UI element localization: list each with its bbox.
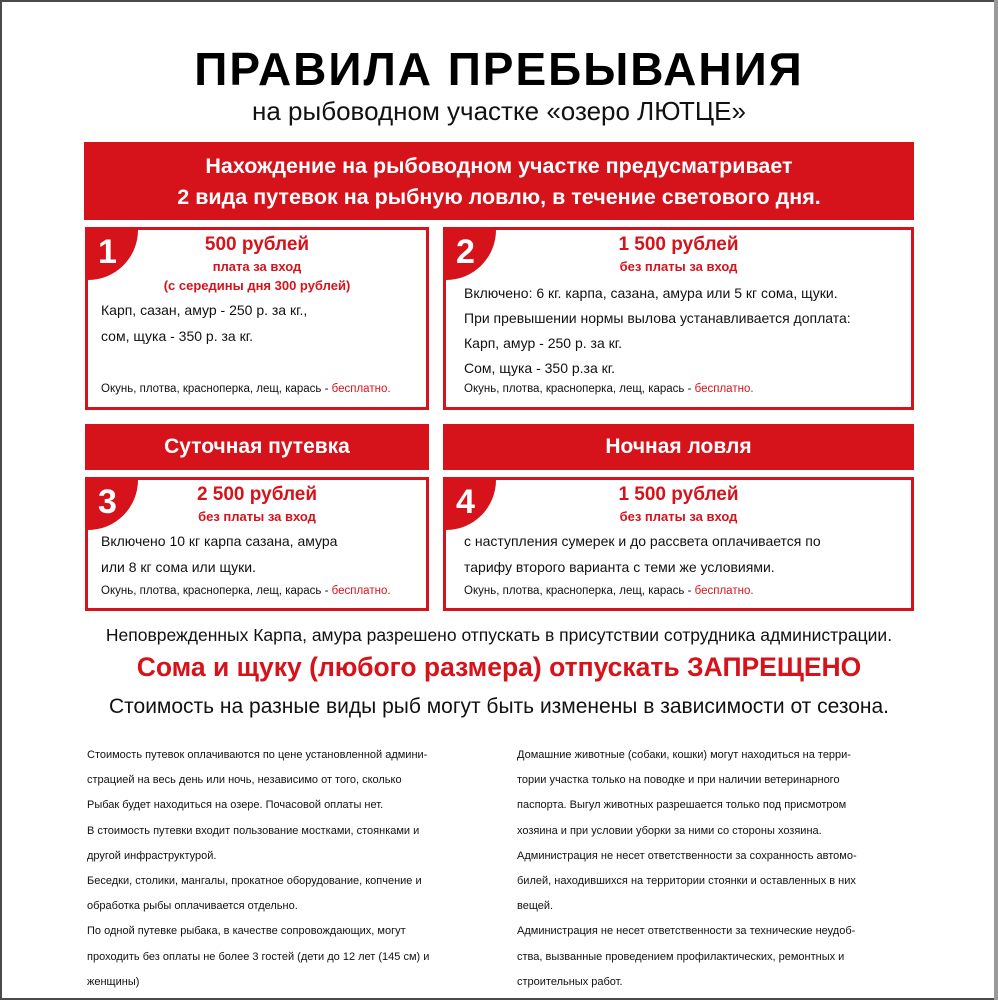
card-line: При превышении нормы вылова устанавливается доплата: [464,310,851,326]
rule-line: строительных работ. [517,975,623,988]
rule-line: По одной путевке рыбака, в качестве сопровождающих, могут [87,925,406,938]
release-notice: Неповрежденных Карпа, амура разрешено отпускать в присутствии сотрудника администрации. [105,625,893,645]
card-number-badge: 3 [88,480,138,530]
free-label: бесплатно. [331,585,391,597]
page-subtitle: на рыбоводном участке «озеро ЛЮТЦЕ» [252,96,746,126]
rules-right-column [517,743,857,995]
rule-line: женщины) [87,975,140,988]
ticket-card-1 [85,227,429,410]
card-line: Карп, сазан, амур - 250 р. за кг., [101,302,308,318]
rule-line: Администрация не несет ответственности за технические неудоб- [517,925,856,938]
card-number-badge: 1 [88,230,138,280]
card-note: без платы за вход [619,259,738,274]
card-number-badge: 2 [446,230,496,280]
ticket-card-4 [443,477,914,611]
free-fish-text: Окунь, плотва, красноперка, лещ, карась - [101,383,332,395]
card-price: 2 500 рублей [196,484,318,505]
prohibition-notice: Сома и щуку (любого размера) отпускать ЗАПРЕЩЕНО [136,652,862,682]
frame-shadow [994,0,998,1000]
rule-line: Беседки, столики, мангалы, прокатное оборудование, копчение и [87,875,422,888]
free-label: бесплатно. [331,383,391,395]
card-price: 1 500 рублей [618,484,739,505]
card-free-fish [101,383,391,395]
card-note: без платы за вход [198,509,316,524]
free-label: бесплатно. [694,585,754,597]
card-line: сом, щука - 350 р. за кг. [101,328,254,344]
ticket-card-2 [443,227,914,410]
card-note-secondary: (с середины дня 300 рублей) [163,278,351,293]
rule-line: Рыбак будет находиться на озере. Почасовой оплаты нет. [87,799,384,812]
rule-line: Администрация не несет ответственности за сохранность автомо- [517,849,857,862]
card-line: Сом, щука - 350 р.за кг. [464,360,616,376]
rule-line: тории участка только на поводке и при наличии ветеринарного [517,774,840,787]
rule-line: обработка рыбы оплачивается отдельно. [87,900,298,913]
banner-line-2: 2 вида путевок на рыбную ловлю, в течение светового дня. [177,185,821,209]
card-number-badge: 4 [446,480,496,530]
rule-line: Стоимость путевок оплачиваются по цене установленной админи- [87,749,428,761]
card-line: Включено 10 кг карпа сазана, амура [101,533,338,549]
free-fish-text: Окунь, плотва, красноперка, лещ, карась - [464,383,695,395]
season-notice: Стоимость на разные виды рыб могут быть изменены в зависимости от сезона. [108,695,890,718]
card-line: Включено: 6 кг. карпа, сазана, амура или 5 кг сома, щуки. [464,285,838,301]
rule-line: проходить без оплаты не более 3 гостей (дети до 12 лет (145 см) и [87,950,430,963]
card-free-fish [101,585,391,597]
rule-line: ства, вызванные проведением профилактических, ремонтных и [517,950,845,963]
card-line: с наступления сумерек и до рассвета оплачивается по [464,533,821,549]
rule-line: другой инфраструктурой. [87,849,217,862]
rule-line: страцией на весь день или ночь, независимо от того, сколько [87,774,402,787]
ticket-card-3 [85,477,429,611]
rule-line: В стоимость путевки входит пользование мостками, стоянками и [87,824,420,837]
free-fish-text: Окунь, плотва, красноперка, лещ, карась - [464,585,695,597]
card-line: или 8 кг сома или щуки. [101,559,256,575]
card-note: плата за вход [212,259,302,274]
free-fish-text: Окунь, плотва, красноперка, лещ, карась - [101,585,332,597]
rule-line: вещей. [517,900,554,913]
card-note: без платы за вход [619,509,738,524]
section-header-night: Ночная ловля [443,424,914,470]
card-line: тарифу второго варианта с теми же условиями. [464,559,775,575]
info-banner [84,142,914,220]
card-price: 500 рублей [204,234,310,255]
page-title: ПРАВИЛА ПРЕБЫВАНИЯ [194,43,804,95]
banner-line-1: Нахождение на рыбоводном участке предусматривает [205,154,793,178]
rule-line: Домашние животные (собаки, кошки) могут находиться на терри- [517,749,851,761]
card-free-fish [464,383,754,395]
card-free-fish [464,585,754,597]
free-label: бесплатно. [694,383,754,395]
section-header-daily: Суточная путевка [85,424,429,470]
rule-line: билей, находившихся на территории стоянки и оставленных в них [517,875,856,888]
card-price: 1 500 рублей [618,234,739,255]
card-line: Карп, амур - 250 р. за кг. [464,335,623,351]
rule-line: паспорта. Выгул животных разрешается только под присмотром [517,799,847,812]
rule-line: хозяина и при условии уборки за ними со стороны хозяина. [517,824,822,837]
rules-left-column [87,743,429,995]
